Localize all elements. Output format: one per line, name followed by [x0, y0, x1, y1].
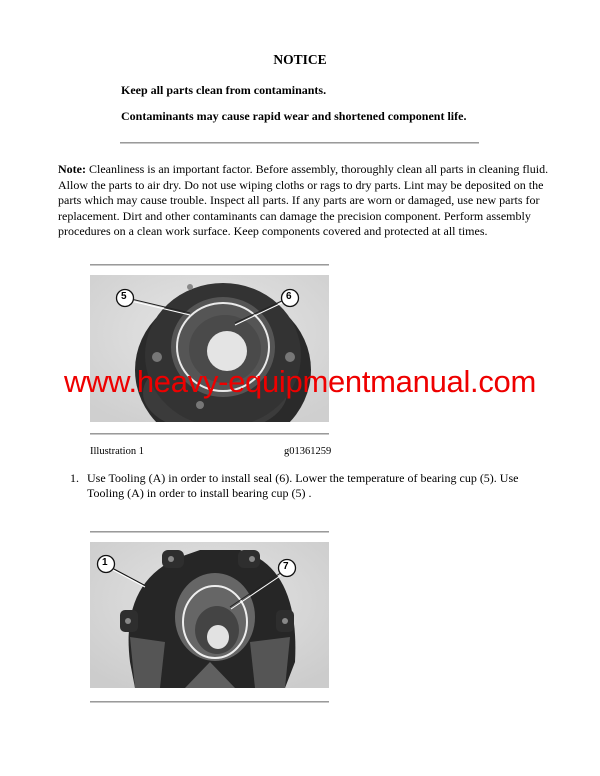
note-label: Note:	[58, 162, 86, 176]
illustration-1-caption: Illustration 1	[90, 446, 144, 457]
callout-5: 5	[121, 291, 127, 302]
step-1-number: 1.	[70, 471, 79, 485]
step-1-text: Use Tooling (A) in order to install seal (6). Lower the temperature of bearing cup (5). Use Tooling (A) in order to install bearing cup (5) .	[87, 471, 519, 500]
illustration-1-bottom-divider	[90, 433, 329, 435]
notice-title: NOTICE	[273, 52, 327, 67]
callout-1: 1	[102, 557, 108, 568]
step-1	[70, 471, 550, 500]
watermark-url: www.heavy-equipmentmanual.com	[63, 364, 537, 399]
callout-6: 6	[286, 291, 292, 302]
notice-line-2: Contaminants may cause rapid wear and shortened component life.	[121, 109, 467, 123]
illustration-2-top-divider	[90, 531, 329, 533]
illustration-1-top-divider	[90, 264, 329, 266]
illustration-1-graphic-id: g01361259	[284, 446, 332, 457]
illustration-2-bottom-divider	[90, 701, 329, 703]
notice-divider	[120, 142, 479, 144]
hub-bearing-cone-image	[90, 542, 329, 688]
notice-line-1: Keep all parts clean from contaminants.	[121, 83, 327, 97]
callout-7: 7	[283, 561, 289, 572]
note-text: Cleanliness is an important factor. Before assembly, thoroughly clean all parts in cleaning fluid. Allow the parts to air dry. Do not use wiping cloths or rags to dry parts. Lint may be deposited on the parts which may cause trouble. Inspect all parts. If any parts are worn or damaged, use new parts for replacement. Dirt and other contaminants can damage the precision component. Perform assembly procedures on a clean work surface. Keep components covered and protected at all times.	[58, 162, 549, 238]
illustration-2-photo	[90, 542, 329, 688]
note-paragraph	[58, 162, 558, 240]
